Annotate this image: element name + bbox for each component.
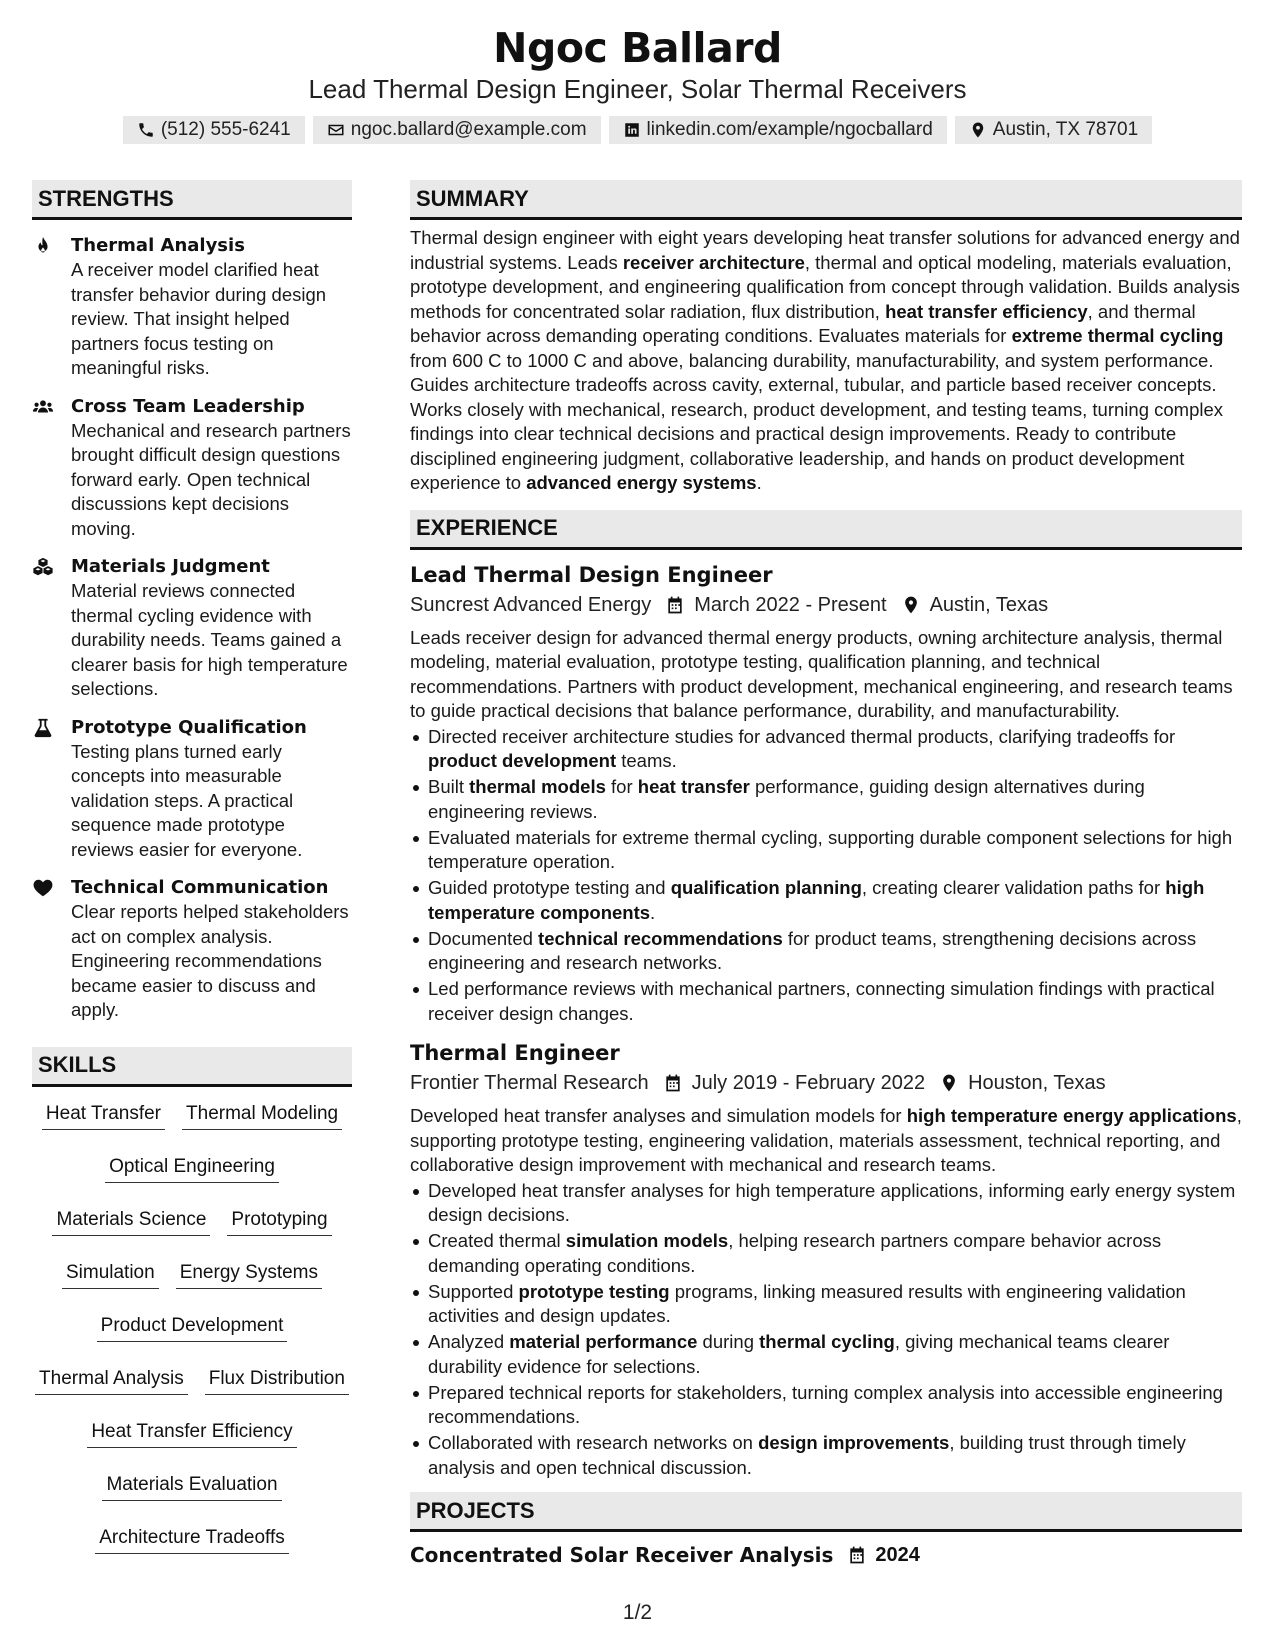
bullet-item xyxy=(410,775,1242,824)
contact-linkedin-text: linkedin.com/example/ngocballard xyxy=(646,119,933,140)
phone-icon xyxy=(137,121,155,139)
skills-heading: SKILLS xyxy=(32,1047,352,1087)
job-bullets xyxy=(410,1179,1242,1481)
bold-phrase: material performance xyxy=(509,1331,698,1352)
strength-title: Materials Judgment xyxy=(71,556,270,577)
bold-phrase: advanced energy systems xyxy=(526,472,757,493)
text-run: programs, linking measured results with engineering validation activities and design updates. xyxy=(428,1280,1186,1326)
right-column xyxy=(410,180,1242,1570)
skill-tag: Materials Evaluation xyxy=(102,1472,281,1501)
strength-desc: Clear reports helped stakeholders act on complex analysis. Engineering recommendations became easier to discuss and apply. xyxy=(71,901,349,1020)
bullet-item xyxy=(410,1179,1242,1228)
job-description xyxy=(410,626,1242,724)
bullet-item xyxy=(410,927,1242,976)
text-run: Analyzed xyxy=(428,1331,510,1352)
project-entry xyxy=(410,1540,1242,1570)
bold-phrase: heat transfer efficiency xyxy=(885,300,1088,322)
skill-tag: Materials Science xyxy=(52,1207,210,1236)
strength-desc: Mechanical and research partners brought difficult design questions forward early. Open technical discussions kept decisions moving. xyxy=(71,419,351,539)
users-icon xyxy=(32,396,54,418)
cubes-icon xyxy=(32,556,54,578)
bold-phrase: product development xyxy=(428,750,617,771)
text-run: . xyxy=(756,472,762,493)
job-meta xyxy=(410,590,1242,620)
strengths-heading: STRENGTHS xyxy=(32,180,352,220)
job-location: Austin, Texas xyxy=(929,593,1049,616)
text-run: Guided prototype testing and xyxy=(428,877,671,898)
skill-tag: Thermal Analysis xyxy=(35,1366,188,1395)
job-title: Thermal Engineer xyxy=(410,1041,620,1065)
summary-heading: SUMMARY xyxy=(410,180,1242,220)
location-icon xyxy=(969,121,987,139)
strength-title: Prototype Qualification xyxy=(71,716,307,738)
resume-header xyxy=(0,22,1275,144)
skill-tag: Optical Engineering xyxy=(105,1154,279,1183)
left-column xyxy=(32,180,352,1554)
page-number: 1/2 xyxy=(622,1601,653,1624)
summary-text xyxy=(410,226,1242,496)
text-run: Thermal design engineer with eight years developing heat transfer solutions for advanced energy and industrial systems. Leads xyxy=(410,227,1240,273)
text-run: , giving mechanical teams clearer durability evidence for selections. xyxy=(428,1331,1170,1377)
bullet-item xyxy=(410,725,1242,774)
bullet-item xyxy=(410,1381,1242,1430)
bold-phrase: thermal models xyxy=(469,776,606,797)
skill-tag: Simulation xyxy=(62,1260,159,1289)
strengths-list xyxy=(32,234,352,1023)
heart-icon xyxy=(32,877,54,899)
strength-item xyxy=(32,555,352,702)
bold-phrase: heat transfer xyxy=(637,776,750,797)
project-title: Concentrated Solar Receiver Analysis xyxy=(410,1543,834,1567)
strength-item xyxy=(32,395,352,542)
text-run: Led performance reviews with mechanical partners, connecting simulation findings with practical receiver design changes. xyxy=(428,978,1215,1024)
job-description xyxy=(410,1104,1242,1178)
job-title: Lead Thermal Design Engineer xyxy=(410,562,773,587)
text-run: , building trust through timely analysis and open technical discussion. xyxy=(428,1432,1186,1478)
job-bullets xyxy=(410,725,1242,1027)
text-run: for xyxy=(605,776,638,797)
text-run: Built xyxy=(428,776,470,797)
bold-phrase: high temperature components xyxy=(428,877,1205,923)
text-run: Developed heat transfer analyses and simulation models for xyxy=(410,1105,907,1126)
skill-tag: Flux Distribution xyxy=(205,1366,349,1395)
skill-tag: Heat Transfer Efficiency xyxy=(87,1419,296,1448)
text-run: Prepared technical reports for stakeholders, turning complex analysis into accessible engineering recommendations. xyxy=(428,1381,1223,1427)
text-run: , supporting prototype testing, engineering validation, materials assessment, technical reporting, and collaborative design improvement with mechanical and research teams. xyxy=(410,1105,1242,1175)
text-run: Leads receiver design for advanced thermal energy products, owning architecture analysis, thermal modeling, material evaluation, prototype testing, qualification planning, and technical recommendations. Partners with product development, mechanical engineering, and research teams to guide practical decisions that balance performance, durability, and manufacturability. xyxy=(410,626,1233,721)
text-run: , thermal and optical modeling, materials evaluation, prototype development, and engineering qualification from concept through validation. Builds analysis methods for concentrated solar radiation, flux distribution, xyxy=(410,251,1240,322)
calendar-icon xyxy=(663,1073,683,1093)
bold-phrase: prototype testing xyxy=(518,1280,670,1302)
contact-bar xyxy=(0,116,1275,144)
bullet-item xyxy=(410,826,1242,875)
skill-tag: Energy Systems xyxy=(176,1260,322,1289)
text-run: , helping research partners compare behavior across demanding operating conditions. xyxy=(428,1230,1162,1276)
candidate-name: Ngoc Ballard xyxy=(493,24,782,72)
job-meta xyxy=(410,1068,1242,1098)
text-run: Supported xyxy=(428,1280,519,1302)
strength-desc: A receiver model clarified heat transfer behavior during design review. That insight helped partners focus testing on meaningful risks. xyxy=(71,259,327,378)
bold-phrase: thermal cycling xyxy=(759,1331,895,1352)
projects-heading: PROJECTS xyxy=(410,1492,1242,1532)
contact-phone-text: (512) 555-6241 xyxy=(160,119,291,140)
bold-phrase: qualification planning xyxy=(670,877,862,898)
text-run: Created thermal xyxy=(428,1230,566,1251)
job-location: Houston, Texas xyxy=(968,1072,1106,1094)
text-run: . xyxy=(650,901,656,923)
bold-phrase: simulation models xyxy=(565,1230,729,1251)
candidate-headline: Lead Thermal Design Engineer, Solar Thermal Receivers xyxy=(308,74,967,104)
strength-desc: Testing plans turned early concepts into measurable validation steps. A practical sequence made prototype reviews easier for everyone. xyxy=(71,740,303,860)
text-run: Evaluated materials for extreme thermal cycling, supporting durable component selections for high temperature operation. xyxy=(428,826,1233,872)
strength-title: Technical Communication xyxy=(71,877,329,898)
text-run: during xyxy=(697,1331,760,1352)
bold-phrase: design improvements xyxy=(758,1432,950,1453)
location-icon xyxy=(901,595,921,615)
contact-linkedin[interactable] xyxy=(609,116,947,144)
skill-tag: Product Development xyxy=(97,1313,288,1342)
contact-email-text: ngoc.ballard@example.com xyxy=(350,119,587,140)
bullet-item xyxy=(410,1330,1242,1379)
strength-desc: Material reviews connected thermal cycling evidence with durability needs. Teams gained a clearer basis for high temperature selections. xyxy=(71,580,348,699)
experience-heading: EXPERIENCE xyxy=(410,510,1242,550)
skill-tag: Prototyping xyxy=(227,1207,331,1236)
job-company: Frontier Thermal Research xyxy=(410,1072,649,1094)
skill-tag: Heat Transfer xyxy=(42,1101,165,1130)
flask-icon xyxy=(32,717,54,739)
job-entry xyxy=(410,1038,1242,1480)
text-run: teams. xyxy=(616,750,677,771)
text-run: for product teams, strengthening decisions across engineering and research networks. xyxy=(428,927,1197,973)
strength-item xyxy=(32,234,352,381)
strength-title: Thermal Analysis xyxy=(71,235,245,256)
text-run: Directed receiver architecture studies for advanced thermal products, clarifying tradeoffs for xyxy=(428,725,1176,747)
job-dates: March 2022 - Present xyxy=(694,593,887,616)
text-run: , and thermal behavior across demanding operating conditions. Evaluates materials for xyxy=(410,300,1196,346)
calendar-icon xyxy=(847,1545,867,1565)
bullet-item xyxy=(410,1431,1242,1480)
bold-phrase: extreme thermal cycling xyxy=(1011,325,1224,346)
text-run: Developed heat transfer analyses for high temperature applications, informing early energy system design decisions. xyxy=(428,1179,1236,1225)
text-run: , creating clearer validation paths for xyxy=(861,877,1166,898)
linkedin-icon xyxy=(623,121,641,139)
bullet-item xyxy=(410,1229,1242,1278)
bullet-item xyxy=(410,977,1242,1026)
text-run: Documented xyxy=(428,927,539,949)
strength-item xyxy=(32,876,352,1023)
contact-location-text: Austin, TX 78701 xyxy=(992,119,1139,140)
skills-list xyxy=(32,1101,352,1554)
skill-tag: Thermal Modeling xyxy=(182,1101,342,1130)
job-dates: July 2019 - February 2022 xyxy=(691,1072,926,1094)
location-icon xyxy=(939,1073,959,1093)
text-run: performance, guiding design alternatives during engineering reviews. xyxy=(428,776,1145,822)
strength-item xyxy=(32,716,352,863)
bullet-item xyxy=(410,876,1242,925)
bold-phrase: technical recommendations xyxy=(538,927,783,949)
flame-icon xyxy=(32,235,54,257)
text-run: from 600 C to 1000 C and above, balancing durability, manufacturability, and system performance. Guides architecture tradeoffs across cavity, external, tubular, and particle based receiver concepts. Works closely with mechanical, research, product development, and testing teams, turning complex findings into clear technical decisions and practical design improvements. Ready to contribute disciplined engineering judgment, collaborative leadership, and hands on product development experience to xyxy=(410,349,1224,493)
strength-title: Cross Team Leadership xyxy=(71,395,305,417)
job-company: Suncrest Advanced Energy xyxy=(410,593,652,616)
skill-tag: Architecture Tradeoffs xyxy=(95,1525,289,1554)
bullet-item xyxy=(410,1280,1242,1329)
bold-phrase: high temperature energy applications xyxy=(906,1105,1237,1126)
text-run: Collaborated with research networks on xyxy=(428,1432,759,1453)
project-year: 2024 xyxy=(875,1543,920,1566)
job-entry xyxy=(410,560,1242,1027)
contact-phone[interactable] xyxy=(123,116,305,144)
contact-email[interactable] xyxy=(313,116,601,144)
calendar-icon xyxy=(665,595,685,615)
email-icon xyxy=(327,121,345,139)
contact-location xyxy=(955,116,1152,144)
bold-phrase: receiver architecture xyxy=(622,251,805,273)
